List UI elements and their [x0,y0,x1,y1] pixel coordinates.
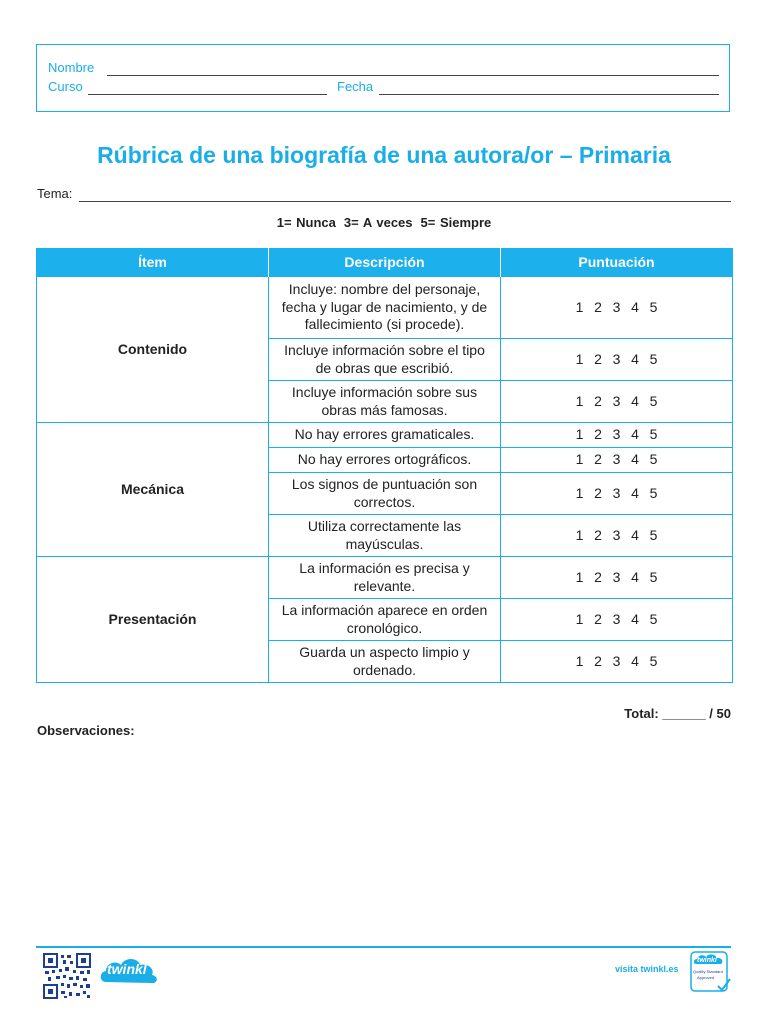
score-cell [501,599,733,641]
visit-link[interactable]: visita twinkl.es [615,964,679,974]
score-option[interactable]: 4 [631,298,639,315]
score-option[interactable]: 5 [649,610,658,627]
score-option[interactable]: 2 [594,392,602,409]
description-cell: Incluye: nombre del personaje, fecha y lugar de nacimiento, y de fallecimiento (si procede). [269,277,501,339]
score-option[interactable]: 1 [575,526,584,543]
score-option[interactable]: 3 [612,451,621,468]
rubric-table [36,248,733,683]
score-option[interactable]: 2 [594,350,602,367]
score-cell [501,515,733,557]
topic-row [37,186,731,204]
topic-line[interactable] [79,201,731,202]
score-cell [501,423,733,448]
score-option[interactable]: 3 [612,426,621,443]
score-option[interactable]: 3 [612,350,621,367]
score-option[interactable]: 1 [575,652,584,669]
header-score: Puntuación [501,248,733,277]
score-option[interactable]: 3 [612,526,621,543]
score-option[interactable]: 4 [631,568,639,585]
score-option[interactable]: 4 [631,610,639,627]
score-option[interactable]: 3 [612,652,621,669]
score-option[interactable]: 3 [612,568,621,585]
score-option[interactable]: 3 [612,298,621,315]
score-option[interactable]: 1 [575,568,584,585]
score-option[interactable]: 5 [649,484,658,501]
course-label: Curso [48,79,83,94]
score-option[interactable]: 5 [649,392,658,409]
description-cell: Guarda un aspecto limpio y ordenado. [269,641,501,683]
description-cell: La información aparece en orden cronológico. [269,599,501,641]
rubric-body [37,277,733,683]
item-cell: Contenido [37,277,269,423]
description-cell: Incluye información sobre el tipo de obras que escribió. [269,339,501,381]
score-cell [501,381,733,423]
description-cell: Los signos de puntuación son correctos. [269,473,501,515]
score-option[interactable]: 1 [575,350,584,367]
score-option[interactable]: 1 [575,610,584,627]
scale-legend [0,215,768,230]
score-option[interactable]: 4 [631,484,639,501]
table-row [37,557,733,599]
twinkl-logo [98,954,160,988]
description-cell: Utiliza correctamente las mayúsculas. [269,515,501,557]
score-option[interactable]: 5 [649,426,658,443]
score-option[interactable]: 4 [631,350,639,367]
score-option[interactable]: 5 [649,298,658,315]
footer-divider [36,946,731,948]
score-option[interactable]: 3 [612,484,621,501]
badge-brand: twinkl [697,957,717,964]
page-title: Rúbrica de una biografía de una autora/or – Primaria [97,142,671,168]
header-item: Ítem [37,248,269,277]
score-option[interactable]: 4 [631,426,639,443]
score-cell [501,339,733,381]
score-cell [501,641,733,683]
score-option[interactable]: 1 [575,426,584,443]
observations-label: Observaciones: [37,723,135,738]
score-option[interactable]: 2 [594,526,602,543]
table-row [37,423,733,448]
score-option[interactable]: 1 [575,484,584,501]
score-option[interactable]: 5 [649,568,658,585]
score-option[interactable]: 2 [594,451,602,468]
score-option[interactable]: 4 [631,392,639,409]
course-date-row [48,79,719,97]
course-line[interactable] [88,94,327,95]
scale-3: 3= A veces [343,215,413,230]
score-cell [501,277,733,339]
score-cell [501,557,733,599]
score-option[interactable]: 2 [594,610,602,627]
score-option[interactable]: 2 [594,484,602,501]
score-option[interactable]: 1 [575,298,584,315]
badge-line-2: Approved [697,975,715,980]
total-score: Total: ______ / 50 [624,706,731,721]
score-option[interactable]: 5 [649,350,658,367]
score-option[interactable]: 1 [575,451,584,468]
score-option[interactable]: 1 [575,392,584,409]
score-option[interactable]: 2 [594,426,602,443]
score-option[interactable]: 4 [631,526,639,543]
badge-line-1: Quality Standard [693,969,723,974]
description-cell: La información es precisa y relevante. [269,557,501,599]
quality-badge [690,951,732,993]
score-option[interactable]: 4 [631,451,639,468]
header-description: Descripción [269,248,501,277]
description-cell: No hay errores gramaticales. [269,423,501,448]
score-option[interactable]: 4 [631,652,639,669]
qr-code-icon [43,953,91,999]
score-cell [501,473,733,515]
date-label: Fecha [337,79,374,94]
score-option[interactable]: 3 [612,610,621,627]
topic-label: Tema: [37,186,73,201]
item-cell: Mecánica [37,423,269,557]
score-option[interactable]: 3 [612,392,621,409]
logo-text: twinkl [107,961,147,977]
scale-1: 1= Nunca [276,215,336,230]
name-label: Nombre [48,60,95,75]
description-cell: Incluye información sobre sus obras más famosas. [269,381,501,423]
score-option[interactable]: 5 [649,652,658,669]
score-option[interactable]: 2 [594,568,602,585]
description-cell: No hay errores ortográficos. [269,448,501,473]
score-cell [501,448,733,473]
name-row [48,60,719,78]
table-row [37,277,733,339]
table-header-row [37,248,733,277]
score-option[interactable]: 5 [649,526,658,543]
scale-5: 5= Siempre [420,215,492,230]
score-option[interactable]: 2 [594,652,602,669]
name-line[interactable] [107,75,719,76]
item-cell: Presentación [37,557,269,683]
score-option[interactable]: 2 [594,298,602,315]
student-info-box [36,44,730,112]
date-line[interactable] [379,94,719,95]
score-option[interactable]: 5 [649,451,658,468]
